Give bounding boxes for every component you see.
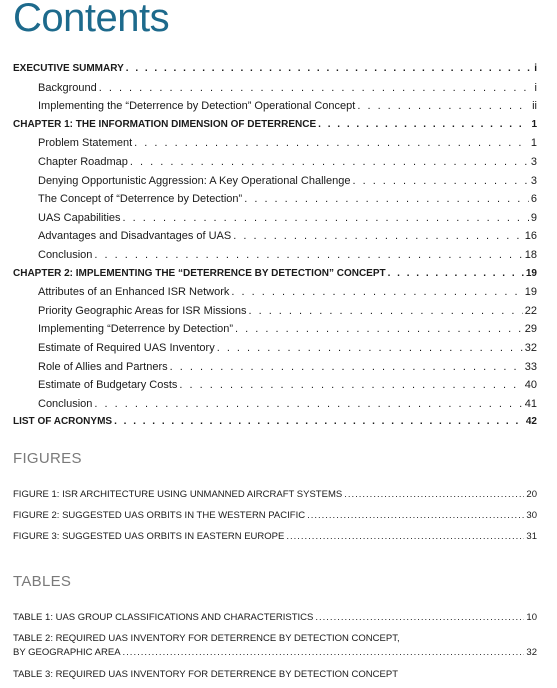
tables-list — [13, 607, 537, 685]
toc-entry-page: 42 — [525, 416, 537, 428]
toc-entry[interactable] — [13, 190, 537, 209]
toc-entry-label: Estimate of Required UAS Inventory — [38, 341, 215, 354]
toc-entry-page: 18 — [524, 248, 537, 261]
toc-entry[interactable] — [13, 60, 537, 79]
dot-leader — [244, 190, 529, 209]
table-entry-line2 — [13, 646, 537, 660]
figure-entry-page: 30 — [526, 510, 537, 521]
figure-entry-label: FIGURE 1: ISR ARCHITECTURE USING UNMANNED AIRCRAFT SYSTEMS — [13, 489, 343, 500]
toc-entry-page: 33 — [524, 360, 537, 373]
toc-entry[interactable] — [13, 79, 537, 98]
toc-entry-label: Chapter Roadmap — [38, 155, 128, 168]
toc-entry-label: LIST OF ACRONYMS — [13, 416, 113, 428]
toc-entry-page: i — [534, 63, 537, 74]
toc-entry-label: Problem Statement — [38, 137, 133, 150]
toc-entry-label: CHAPTER 2: IMPLEMENTING THE “DETERRENCE BY DETECTION” CONCEPT — [13, 267, 386, 279]
dot-leader — [130, 153, 529, 172]
toc-entry-label: Denying Opportunistic Aggression: A Key Operational Challenge — [38, 174, 351, 187]
toc-entry-label: Advantages and Disadvantages of UAS — [38, 230, 232, 243]
dot-leader — [388, 265, 524, 284]
page-title: Contents — [13, 0, 170, 40]
toc-entry-page: 9 — [530, 211, 537, 224]
toc-entry-label: Implementing “Deterrence by Detection” — [38, 323, 234, 336]
figure-entry-label: FIGURE 2: SUGGESTED UAS ORBITS IN THE WESTERN PACIFIC — [13, 510, 306, 521]
toc-entry-label: Priority Geographic Areas for ISR Missions — [38, 304, 247, 317]
dot-leader — [179, 376, 522, 395]
toc-entry[interactable] — [13, 339, 537, 358]
toc-entry-page: 32 — [524, 341, 537, 354]
dot-leader — [114, 413, 524, 432]
dot-leader — [170, 358, 523, 377]
toc-entry-page: 19 — [524, 286, 537, 299]
figures-list — [13, 484, 537, 547]
dot-leader — [99, 79, 533, 98]
dot-leader — [231, 283, 522, 302]
toc-entry[interactable] — [13, 134, 537, 153]
figure-entry[interactable] — [13, 484, 537, 505]
toc-entry[interactable] — [13, 97, 537, 116]
dot-leader — [248, 302, 522, 321]
toc-entry-page: 6 — [530, 193, 537, 206]
toc-entry-label: Conclusion — [38, 397, 93, 410]
toc-entry[interactable] — [13, 116, 537, 135]
toc-entry-page: 29 — [524, 323, 537, 336]
dot-leader — [123, 646, 525, 660]
dot-leader — [352, 172, 528, 191]
toc-entry-page: 16 — [524, 230, 537, 243]
toc-entry-label: UAS Capabilities — [38, 211, 121, 224]
table-entry-label-line1: TABLE 2: REQUIRED UAS INVENTORY FOR DETERRENCE BY DETECTION CONCEPT, — [13, 633, 400, 644]
toc-entry-label: CHAPTER 1: THE INFORMATION DIMENSION OF DETERRENCE — [13, 118, 317, 130]
dot-leader — [217, 339, 523, 358]
toc-entry[interactable] — [13, 395, 537, 414]
dot-leader — [233, 227, 523, 246]
toc-entry[interactable] — [13, 358, 537, 377]
toc-entry[interactable] — [13, 413, 537, 432]
toc-entry-page: ii — [532, 100, 537, 113]
table-entry[interactable] — [13, 664, 537, 685]
dot-leader — [94, 395, 522, 414]
dot-leader — [315, 607, 524, 628]
toc-entry[interactable] — [13, 209, 537, 228]
toc-entry[interactable] — [13, 302, 537, 321]
toc-entry[interactable] — [13, 376, 537, 395]
toc-entry[interactable] — [13, 172, 537, 191]
table-entry-page: 10 — [526, 612, 537, 623]
toc-entry-label: Estimate of Budgetary Costs — [38, 379, 178, 392]
figures-heading: FIGURES — [13, 450, 82, 467]
dot-leader — [134, 134, 529, 153]
toc-entry[interactable] — [13, 246, 537, 265]
table-entry-label: TABLE 3: REQUIRED UAS INVENTORY FOR DETERRENCE BY DETECTION CONCEPT — [13, 669, 398, 680]
figure-entry[interactable] — [13, 526, 537, 547]
table-entry[interactable] — [13, 632, 537, 660]
toc-entry[interactable] — [13, 265, 537, 284]
toc-entry-label: The Concept of “Deterrence by Detection” — [38, 193, 243, 206]
table-entry-page: 32 — [526, 647, 537, 658]
dot-leader — [126, 60, 532, 79]
tables-heading: TABLES — [13, 573, 72, 590]
toc-entry-label: Conclusion — [38, 248, 93, 261]
table-of-contents — [13, 60, 537, 432]
dot-leader — [123, 209, 529, 228]
toc-entry-label: Background — [38, 81, 97, 94]
table-entry-label: TABLE 1: UAS GROUP CLASSIFICATIONS AND CHARACTERISTICS — [13, 612, 314, 623]
toc-entry[interactable] — [13, 153, 537, 172]
dot-leader — [94, 246, 522, 265]
toc-entry[interactable] — [13, 283, 537, 302]
dot-leader — [235, 320, 523, 339]
toc-entry-label: Attributes of an Enhanced ISR Network — [38, 286, 230, 299]
table-entry-label-line2: BY GEOGRAPHIC AREA — [13, 647, 121, 658]
figure-entry-label: FIGURE 3: SUGGESTED UAS ORBITS IN EASTERN EUROPE — [13, 531, 285, 542]
dot-leader — [357, 97, 530, 116]
toc-entry[interactable] — [13, 320, 537, 339]
toc-entry-page: 3 — [530, 155, 537, 168]
figure-entry-page: 20 — [526, 489, 537, 500]
toc-entry-page: 1 — [530, 137, 537, 150]
figure-entry[interactable] — [13, 505, 537, 526]
toc-entry-page: 22 — [524, 304, 537, 317]
dot-leader — [344, 484, 524, 505]
figure-entry-page: 31 — [526, 531, 537, 542]
toc-entry-page: 40 — [524, 379, 537, 392]
table-entry[interactable] — [13, 607, 537, 628]
dot-leader — [307, 505, 524, 526]
toc-entry-page: 3 — [530, 174, 537, 187]
toc-entry-label: Implementing the “Deterrence by Detection” Operational Concept — [38, 100, 356, 113]
toc-entry-page: 41 — [524, 397, 537, 410]
toc-entry-label: EXECUTIVE SUMMARY — [13, 63, 124, 74]
dot-leader — [286, 526, 524, 547]
toc-entry-page: 19 — [525, 267, 537, 279]
toc-entry-page: 1 — [531, 118, 537, 130]
dot-leader — [318, 116, 529, 135]
toc-entry-page: i — [534, 81, 537, 94]
toc-entry-label: Role of Allies and Partners — [38, 360, 168, 373]
toc-entry[interactable] — [13, 227, 537, 246]
